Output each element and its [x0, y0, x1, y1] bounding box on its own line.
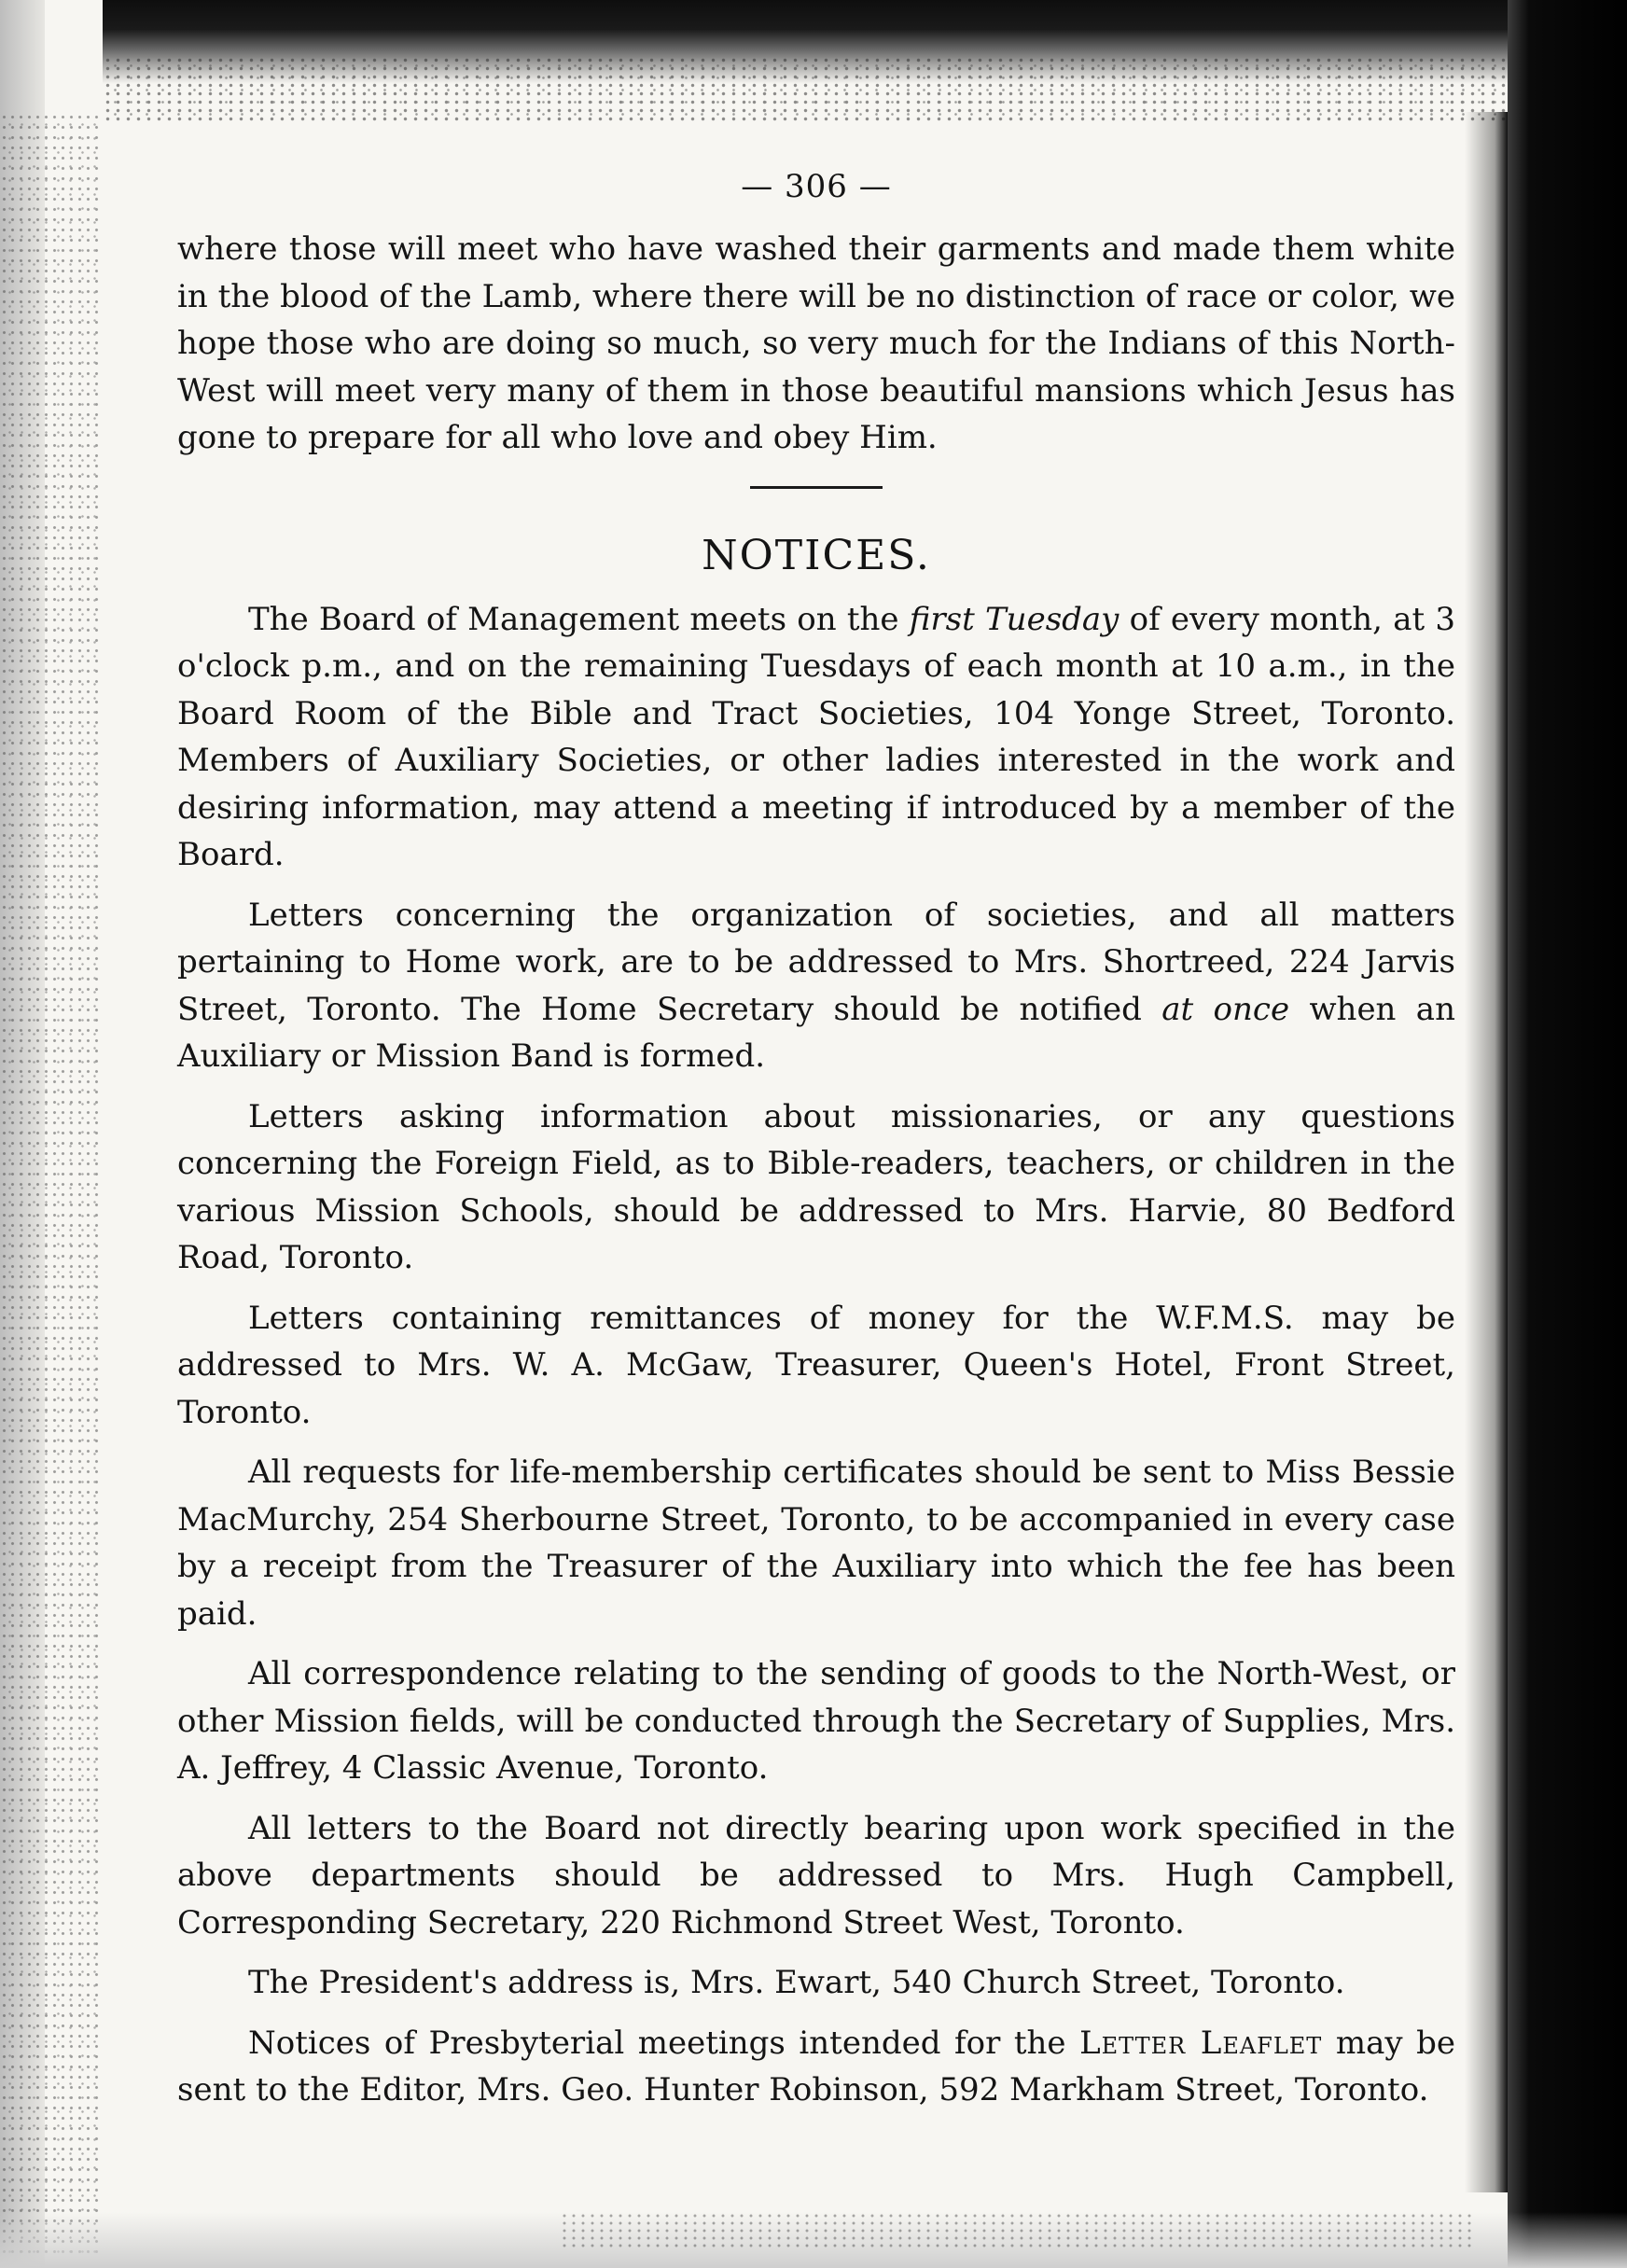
notice-foreign-field: Letters asking information about missionaries, or any questions concerning the Foreign Field, as to Bible-readers, teachers, or children in the various Mission Schools, should be addressed to Mrs. Harvie, 80 Bedford Road, Toronto.	[177, 1097, 1455, 1276]
notice-text: when an Auxiliary or Mission Band is formed.	[177, 990, 1455, 1075]
notice-text: Notices of Presbyterial meetings intended for the	[248, 2024, 1080, 2062]
notice-text: may be sent to the Editor, Mrs. Geo. Hunter Robinson, 592 Markham Street, Toronto.	[177, 2024, 1455, 2108]
notice-corresponding-secretary: All letters to the Board not directly bearing upon work specified in the above departments should be addressed to Mrs. Hugh Campbell, Corresponding Secretary, 220 Richmond Street West, Toronto.	[177, 1809, 1455, 1941]
notice-board-meetings	[177, 596, 1455, 879]
section-divider	[750, 486, 883, 489]
page-number: — 306 —	[741, 168, 892, 205]
notice-text: Letters concerning the organization of societies, and all matters pertaining to Home work, are to be addressed to Mrs. Shortreed, 224 Jarvis Street, Toronto. The Home Secretary should be notified	[177, 896, 1455, 1028]
scan-speckle-left	[0, 112, 103, 2258]
notice-home-work	[177, 892, 1455, 1080]
notice-editor	[177, 2020, 1455, 2114]
publication-name: Letter Leaflet	[1079, 2024, 1323, 2062]
intro-paragraph: where those will meet who have washed their garments and made them white in the blood of the Lamb, where there will be no distinction of race or color, we hope those who are doing so much, so very much for the Indians of this North-West will meet very many of them in those beautiful mansions which Jesus has gone to prepare for all who love and obey Him.	[177, 230, 1455, 456]
scan-shadow-right	[1465, 112, 1508, 2192]
notice-supplies: All correspondence relating to the sending of goods to the North-West, or other Mission fields, will be conducted through the Secretary of Supplies, Mrs. A. Jeffrey, 4 Classic Avenue, Toronto.	[177, 1655, 1455, 1787]
scan-speckle-top	[103, 56, 1558, 121]
page-body	[177, 168, 1455, 2127]
notice-emphasis: first Tuesday	[909, 600, 1119, 638]
scan-edge-right	[1508, 0, 1627, 2268]
notice-text: The Board of Management meets on the	[248, 600, 910, 638]
notices-heading: NOTICES.	[702, 531, 931, 579]
notice-president-address: The President's address is, Mrs. Ewart, 540 Church Street, Toronto.	[248, 1964, 1345, 2001]
notice-remittances: Letters containing remittances of money for the W.F.M.S. may be addressed to Mrs. W. A. McGaw, Treasurer, Queen's Hotel, Front Street, Toronto.	[177, 1299, 1455, 1431]
notice-life-membership: All requests for life-membership certificates should be sent to Miss Bessie MacMurchy, 254 Sherbourne Street, Toronto, to be accompanied in every case by a receipt from the Treasurer of the Auxiliary into which the fee has been paid.	[177, 1454, 1455, 1633]
scan-speckle-bottom	[560, 2212, 1474, 2249]
notice-emphasis: at once	[1161, 990, 1290, 1028]
notice-text: of every month, at 3 o'clock p.m., and on the remaining Tuesdays of each month at 10 a.m., in the Board Room of the Bible and Tract Societies, 104 Yonge Street, Toronto. Members of Auxiliary Societies, or other ladies interested in the work and desiring information, may attend a meeting if introduced by a member of the Board.	[177, 600, 1455, 873]
